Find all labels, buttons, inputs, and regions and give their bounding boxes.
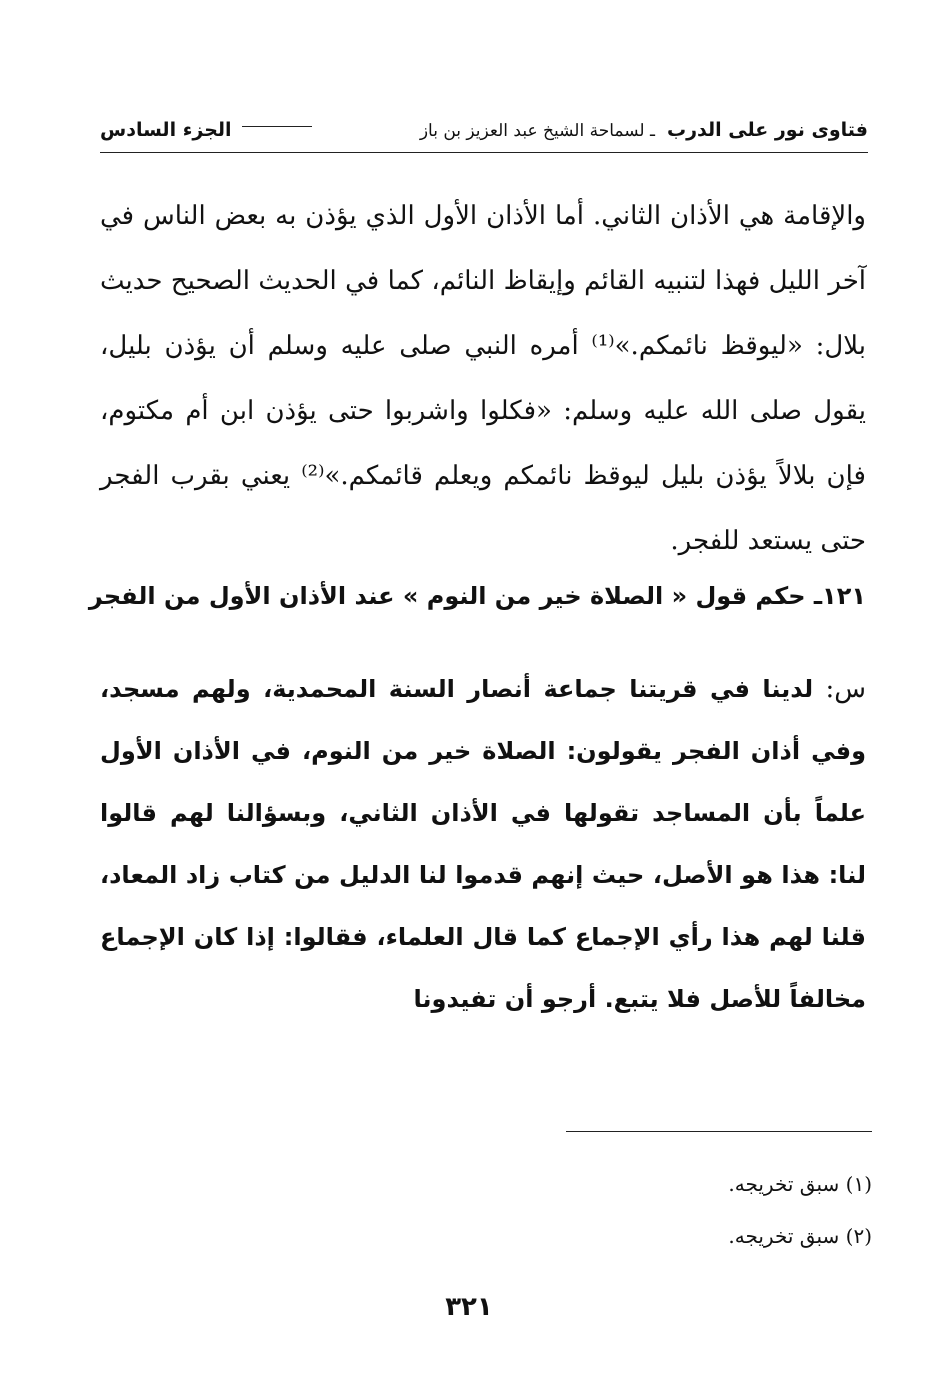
body-text <box>100 184 866 574</box>
author-name: ـ لسماحة الشيخ عبد العزيز بن باز <box>419 121 655 141</box>
book-title: فتاوى نور على الدرب <box>667 119 868 141</box>
volume-part: الجزء السادس <box>100 119 232 141</box>
question-text: لدينا في قريتنا جماعة أنصار السنة المحمدية، ولهم مسجد، وفي أذان الفجر يقولون: الصلاة خير من النوم، في الأذان الأول علماً بأن المساجد تقولها في الأذان الثاني، وبسؤالنا لهم قالوا لنا: هذا هو الأصل، حيث إنهم قدموا لنا الدليل من كتاب زاد المعاد، قلنا لهم هذا رأي الإجماع كما قال العلماء، فقالوا: إذا كان الإجماع مخالفاً للأصل فلا يتبع. أرجو أن تفيدونا <box>100 675 866 1013</box>
body-paragraph: والإقامة هي الأذان الثاني. أما الأذان الأول الذي يؤذن به بعض الناس في آخر الليل فهذا لتنبيه القائم وإيقاظ النائم، كما في الحديث الصحيح حديث بلال: «ليوقظ نائمكم.»⁽¹⁾ أمره النبي صلى عليه وسلم أن يؤذن بليل، يقول صلى الله عليه وسلم: «فكلوا واشربوا حتى يؤذن ابن أم مكتوم، فإن بلالاً يؤذن بليل ليوقظ نائمكم ويعلم قائمكم.»⁽²⁾ يعني بقرب الفجر حتى يستعد للفجر. <box>100 201 866 556</box>
header-dash <box>242 126 312 127</box>
question-label: س: <box>825 674 866 704</box>
header-part-group <box>100 119 312 141</box>
footnotes <box>100 1158 872 1262</box>
footnote-1: (١) سبق تخريجه. <box>728 1172 872 1196</box>
header-title-group <box>420 119 868 141</box>
running-header <box>100 112 868 153</box>
section-heading: ١٢١ـ حكم قول « الصلاة خير من النوم » عند الأذان الأول من الفجر <box>88 582 866 610</box>
page-number: ٣٢١ <box>445 1292 493 1322</box>
question-block <box>100 658 866 1030</box>
footnote-divider <box>566 1131 872 1132</box>
footnote-2: (٢) سبق تخريجه. <box>728 1224 872 1248</box>
